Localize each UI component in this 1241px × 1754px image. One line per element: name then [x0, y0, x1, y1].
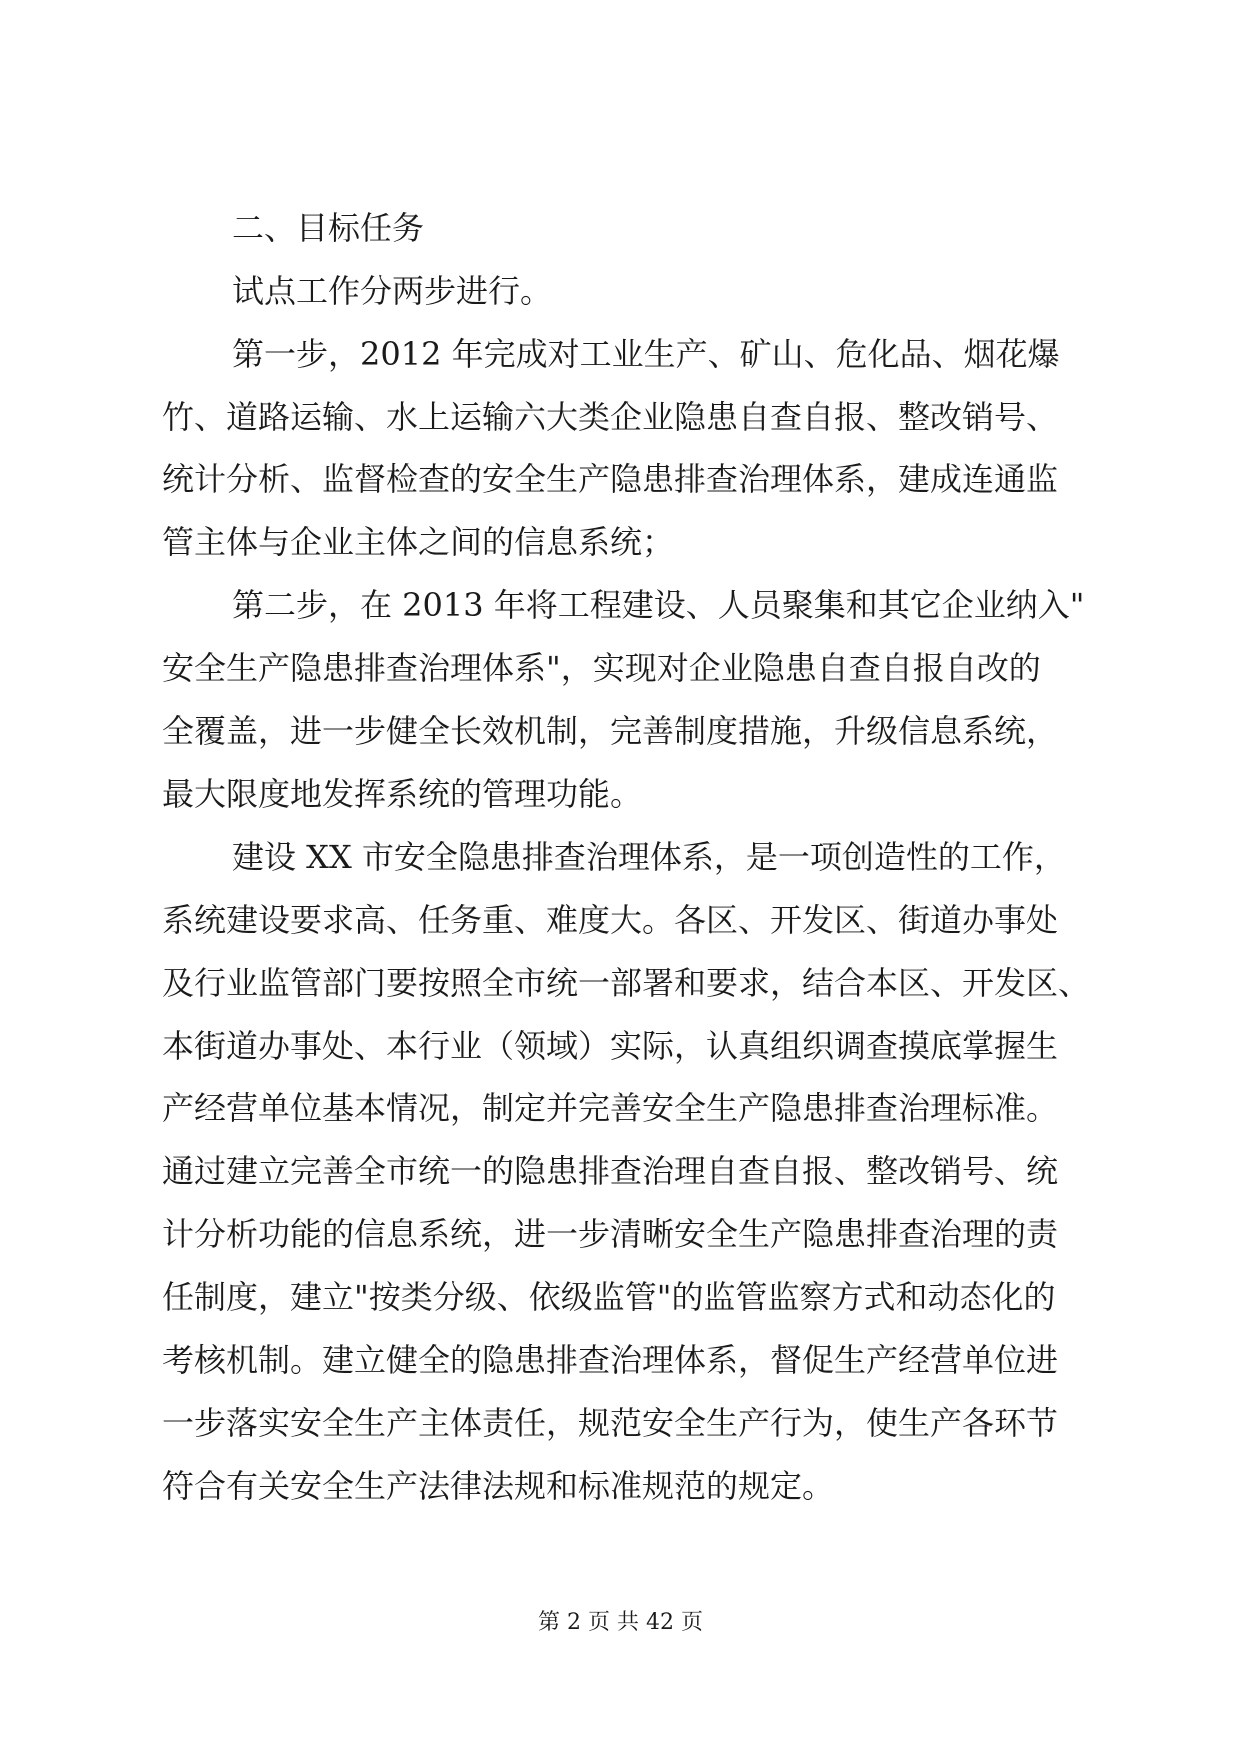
text-line: 一步落实安全生产主体责任，规范安全生产行为，使生产各环节	[162, 1404, 1059, 1442]
text-line: 管主体与企业主体之间的信息系统；	[162, 523, 675, 561]
text-line: 系统建设要求高、任务重、难度大。各区、开发区、街道办事处	[162, 901, 1059, 939]
text-line: 符合有关安全生产法律法规和标准规范的规定。	[162, 1467, 835, 1505]
text-line: 第二步，在 2013 年将工程建设、人员聚集和其它企业纳入"	[232, 586, 1085, 624]
text-line: 试点工作分两步进行。	[232, 272, 553, 310]
text-line: 统计分析、监督检查的安全生产隐患排查治理体系，建成连通监	[162, 460, 1059, 498]
text-line: 本街道办事处、本行业（领域）实际，认真组织调查摸底掌握生	[162, 1027, 1059, 1065]
text-line: 任制度，建立"按类分级、依级监管"的监管监察方式和动态化的	[162, 1278, 1056, 1316]
text-line: 及行业监管部门要按照全市统一部署和要求，结合本区、开发区、	[162, 964, 1091, 1002]
text-line: 产经营单位基本情况，制定并完善安全生产隐患排查治理标准。	[162, 1089, 1059, 1127]
text-line: 通过建立完善全市统一的隐患排查治理自查自报、整改销号、统	[162, 1152, 1059, 1190]
page-footer: 第 2 页 共 42 页	[538, 1610, 703, 1635]
text-line: 建设 XX 市安全隐患排查治理体系，是一项创造性的工作，	[232, 838, 1066, 876]
text-line: 竹、道路运输、水上运输六大类企业隐患自查自报、整改销号、	[162, 398, 1059, 436]
section-heading: 二、目标任务	[232, 209, 425, 247]
text-line: 第一步，2012 年完成对工业生产、矿山、危化品、烟花爆	[232, 335, 1060, 373]
text-line: 最大限度地发挥系统的管理功能。	[162, 775, 643, 813]
text-line: 考核机制。建立健全的隐患排查治理体系，督促生产经营单位进	[162, 1341, 1059, 1379]
text-line: 全覆盖，进一步健全长效机制，完善制度措施，升级信息系统，	[162, 712, 1059, 750]
text-line: 安全生产隐患排查治理体系"，实现对企业隐患自查自报自改的	[162, 649, 1041, 687]
text-line: 计分析功能的信息系统，进一步清晰安全生产隐患排查治理的责	[162, 1215, 1059, 1253]
